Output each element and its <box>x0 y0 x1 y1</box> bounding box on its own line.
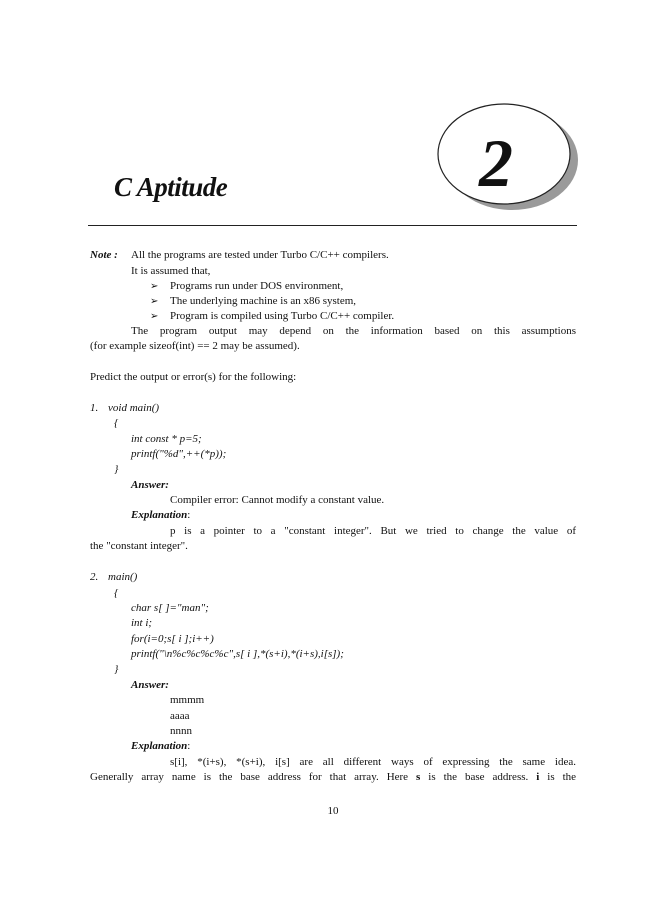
page-number: 10 <box>327 805 339 817</box>
chapter-number-badge <box>424 96 584 216</box>
code-line: int i; <box>131 617 153 629</box>
answer-text: mmmm <box>170 694 205 706</box>
code-line: printf("%d",++(*p)); <box>131 448 227 460</box>
explanation-text: p is a pointer to a "constant integer". But we tried to change the value of <box>170 525 576 537</box>
intro-text: Predict the output or error(s) for the following: <box>90 371 297 383</box>
explanation-text <box>90 770 576 784</box>
question-number: 1. <box>90 402 99 414</box>
explanation-fragment-bold: s <box>416 771 421 783</box>
list-item-text: Programs run under DOS environment, <box>170 280 344 292</box>
assumption-paragraph-line: (for example sizeof(int) == 2 may be assumed). <box>90 340 300 352</box>
question-number: 2. <box>90 571 99 583</box>
explanation-colon: : <box>187 509 191 521</box>
code-line: char s[ ]="man"; <box>131 602 209 614</box>
explanation-text: s[i], *(i+s), *(s+i), i[s] are all different ways of expressing the same idea. <box>170 756 576 768</box>
note-line: All the programs are tested under Turbo C/C++ compilers. <box>131 249 389 261</box>
assumption-paragraph-line: The program output may depend on the information based on this assumptions <box>131 325 576 337</box>
chapter-title: C Aptitude <box>114 172 228 202</box>
explanation-label-line <box>131 508 190 522</box>
explanation-colon: : <box>187 740 191 752</box>
explanation-fragment: is the <box>539 771 577 783</box>
code-brace: } <box>114 463 119 475</box>
code-brace: { <box>114 417 119 429</box>
arrow-bullet-icon: ➢ <box>150 311 159 322</box>
note-line: It is assumed that, <box>131 265 211 277</box>
code-line: for(i=0;s[ i ];i++) <box>131 633 214 645</box>
code-brace: } <box>114 663 119 675</box>
chapter-number: 2 <box>479 125 513 201</box>
question-signature: void main() <box>108 402 160 414</box>
explanation-label: Explanation <box>131 509 188 521</box>
answer-label: Answer: <box>131 479 169 491</box>
code-brace: { <box>114 587 119 599</box>
code-line: printf("\n%c%c%c%c",s[ i ],*(s+i),*(i+s),i[s]); <box>131 648 344 660</box>
arrow-bullet-icon: ➢ <box>150 281 159 292</box>
list-item-text: Program is compiled using Turbo C/C++ compiler. <box>170 310 395 322</box>
question-signature: main() <box>108 571 138 583</box>
list-item <box>150 309 394 324</box>
list-item-text: The underlying machine is an x86 system, <box>170 295 357 307</box>
title-divider <box>88 225 577 226</box>
answer-label: Answer: <box>131 679 169 691</box>
explanation-fragment-bold: i <box>536 771 540 783</box>
arrow-bullet-icon: ➢ <box>150 296 159 307</box>
list-item <box>150 279 343 294</box>
explanation-label: Explanation <box>131 740 188 752</box>
code-line: int const * p=5; <box>131 433 202 445</box>
explanation-label-line <box>131 739 190 753</box>
answer-text: aaaa <box>170 710 190 722</box>
answer-text: Compiler error: Cannot modify a constant value. <box>170 494 385 506</box>
explanation-fragment: is the base address. <box>420 771 537 783</box>
explanation-fragment: Generally array name is the base address for that array. Here <box>90 771 417 783</box>
note-label: Note : <box>90 249 118 261</box>
answer-text: nnnn <box>170 725 192 737</box>
list-item <box>150 294 356 309</box>
explanation-text: the "constant integer". <box>90 540 188 552</box>
